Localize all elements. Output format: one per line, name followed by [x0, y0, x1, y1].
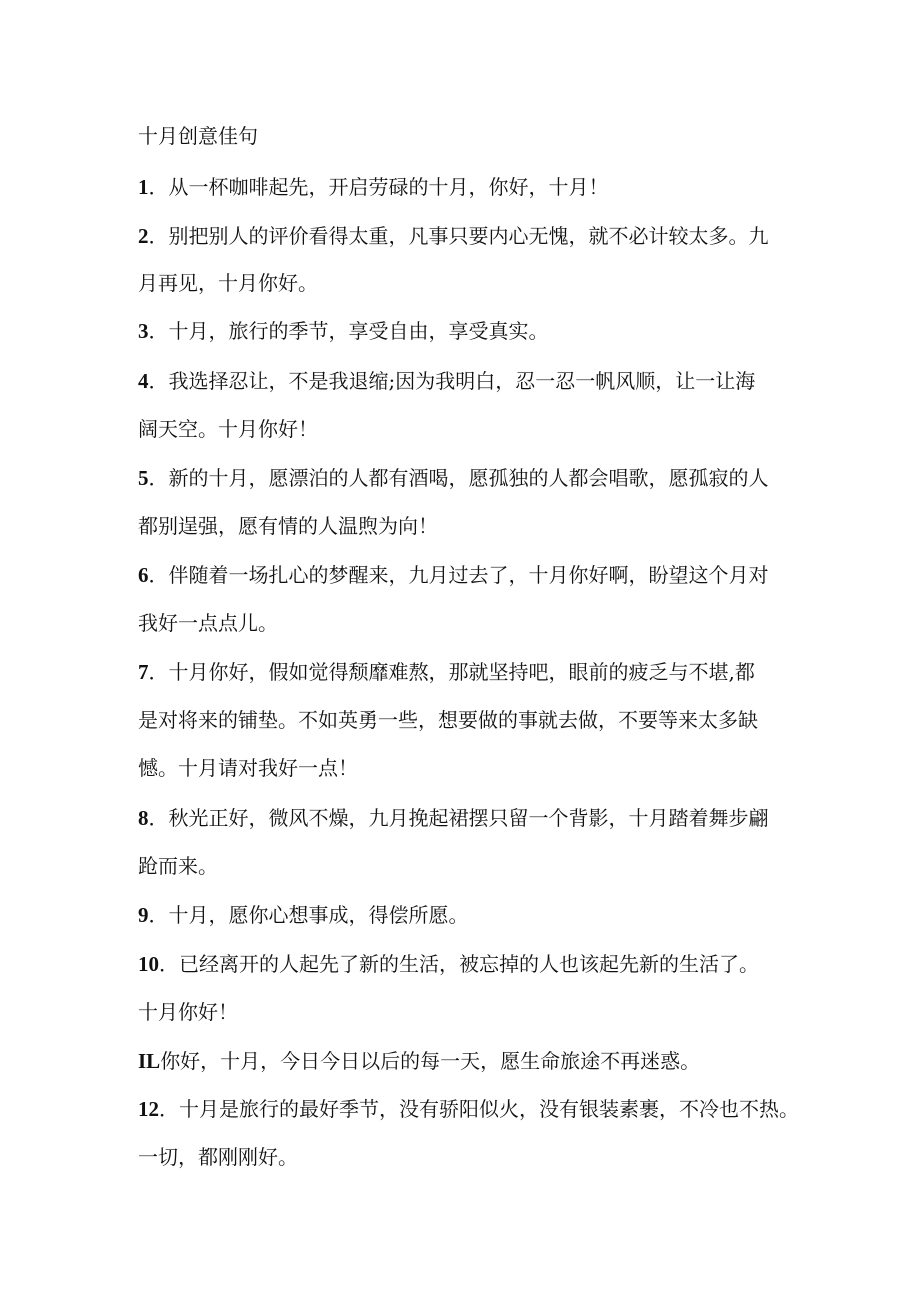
document-line: [138, 413, 318, 445]
item-number: 7: [138, 660, 149, 684]
item-number: 1: [138, 175, 149, 199]
item-text: ．别把别人的评价看得太重，凡事只要内心无愧，就不必计较太多。九: [148, 224, 769, 248]
item-text: 一切，都刚刚好。: [138, 1145, 298, 1169]
item-number: 4: [138, 369, 149, 393]
document-line: [138, 704, 758, 736]
document-line: [138, 220, 769, 252]
item-text: 你好，十月，今日今日以后的每一天，愿生命旅途不再迷惑。: [160, 1049, 701, 1073]
item-text: ．已经离开的人起先了新的生活，被忘掉的人也该起先新的生活了。: [159, 952, 759, 976]
item-text: ．十月是旅行的最好季节，没有骄阳似火，没有银装素裹，不冷也不热。: [159, 1097, 799, 1121]
document-line: [138, 315, 549, 347]
document-line: [138, 656, 755, 688]
item-text: 我好一点点儿。: [138, 611, 278, 635]
item-text: ．从一杯咖啡起先，开启劳碌的十月，你好，十月！: [148, 175, 609, 199]
item-number: 9: [138, 903, 149, 927]
item-text: ．十月，旅行的季节，享受自由，享受真实。: [148, 319, 549, 343]
document-line: [138, 171, 609, 203]
item-text: 阔天空。十月你好！: [138, 417, 318, 441]
document-line: [138, 607, 278, 639]
document-line: [138, 752, 358, 784]
item-text: 都别逞强，愿有情的人温煦为向！: [138, 514, 438, 538]
item-text: 十月你好！: [138, 1000, 238, 1024]
item-text: 憾。十月请对我好一点！: [138, 756, 358, 780]
item-number: 12: [138, 1097, 159, 1121]
item-number: 3: [138, 319, 149, 343]
item-text: ．秋光正好，微风不燥，九月挽起裙摆只留一个背影，十月踏着舞步翩: [148, 806, 769, 830]
item-text: 是对将来的铺垫。不如英勇一些，想要做的事就去做，不要等来太多缺: [138, 708, 758, 732]
document-line: [138, 850, 218, 882]
item-text: ．伴随着一场扎心的梦醒来，九月过去了，十月你好啊，盼望这个月对: [148, 563, 769, 587]
item-text: ．十月你好，假如觉得颓靡难熬，那就坚持吧，眼前的疲乏与不堪,都: [148, 660, 755, 684]
document-line: [138, 1045, 700, 1077]
document-line: [138, 1093, 799, 1125]
document-line: [138, 462, 769, 494]
document-line: [138, 267, 318, 299]
item-text: ．新的十月，愿漂泊的人都有酒喝，愿孤独的人都会唱歌，愿孤寂的人: [148, 466, 769, 490]
item-text: 跄而来。: [138, 854, 218, 878]
item-number: 6: [138, 563, 149, 587]
document-line: [138, 996, 238, 1028]
item-number: 5: [138, 466, 149, 490]
item-text: 月再见，十月你好。: [138, 271, 318, 295]
document-line: [138, 559, 769, 591]
document-line: [138, 899, 469, 931]
document-line: [138, 510, 438, 542]
document-line: [138, 1141, 298, 1173]
document-title: 十月创意佳句: [138, 124, 258, 148]
item-text: ．十月，愿你心想事成，得偿所愿。: [148, 903, 469, 927]
document-line: [138, 802, 769, 834]
item-number: IL: [138, 1049, 161, 1073]
document-line: [138, 365, 755, 397]
document-line: [138, 948, 759, 980]
item-text: ．我选择忍让，不是我退缩;因为我明白，忍一忍一帆风顺，让一让海: [148, 369, 756, 393]
item-number: 10: [138, 952, 159, 976]
item-number: 2: [138, 224, 149, 248]
item-number: 8: [138, 806, 149, 830]
